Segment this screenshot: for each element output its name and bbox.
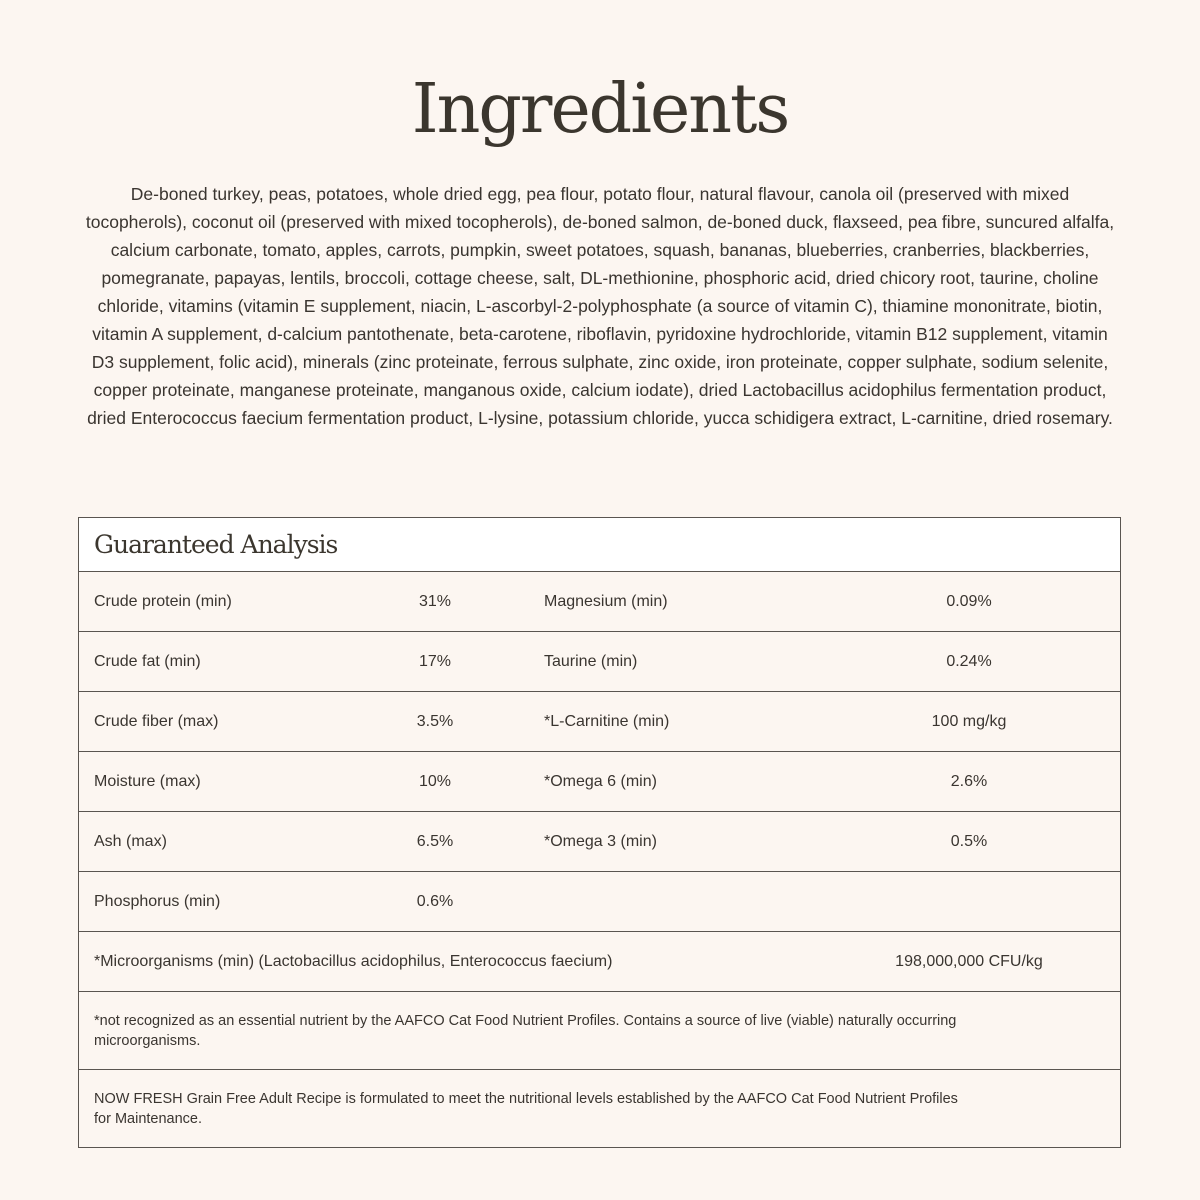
nutrient-label: Phosphorus (min) (94, 892, 221, 910)
nutrient-label: *Omega 6 (min) (544, 772, 657, 790)
table-row (79, 812, 1120, 872)
nutrient-label: Crude fiber (max) (94, 712, 219, 730)
nutrient-value: 6.5% (416, 832, 454, 850)
table-row (79, 572, 1120, 632)
nutrient-value: 31% (418, 592, 452, 610)
aafco-statement-text: NOW FRESH Grain Free Adult Recipe is formulated to meet the nutritional levels established by the AAFCO Cat Food Nutrient Profiles for Maintenance. (94, 1090, 958, 1127)
microorganisms-value: 198,000,000 CFU/kg (895, 952, 1043, 970)
nutrient-value: 0.5% (950, 832, 988, 850)
table-row (79, 632, 1120, 692)
microorganisms-row (79, 932, 1120, 992)
nutrient-label: Taurine (min) (544, 652, 638, 670)
nutrient-label: *L-Carnitine (min) (544, 712, 670, 730)
table-row (79, 752, 1120, 812)
nutrient-label: *Omega 3 (min) (544, 832, 657, 850)
nutrient-value: 10% (418, 772, 452, 790)
nutrient-label: Magnesium (min) (544, 592, 668, 610)
footnote (79, 992, 1120, 1070)
microorganisms-label: *Microorganisms (min) (Lactobacillus acidophilus, Enterococcus faecium) (94, 952, 613, 970)
aafco-statement (79, 1070, 1120, 1147)
nutrient-value: 0.24% (946, 652, 992, 670)
nutrient-value: 100 mg/kg (931, 712, 1007, 730)
nutrient-value: 2.6% (950, 772, 988, 790)
ingredients-list: De-boned turkey, peas, potatoes, whole dried egg, pea flour, potato flour, natural flavour, canola oil (preserved with mixed tocopherols), coconut oil (preserved with mixed tocopherols), de-boned salmon, de-boned duck, flaxseed, pea fibre, suncured alfalfa, calcium carbonate, tomato, apples, carrots, pumpkin, sweet potatoes, squash, bananas, blueberries, cranberries, blackberries, pomegranate, papayas, lentils, broccoli, cottage cheese, salt, DL-methionine, phosphoric acid, dried chicory root, taurine, choline chloride, vitamins (vitamin E supplement, niacin, L-ascorbyl-2-polyphosphate (a source of vitamin C), thiamine mononitrate, biotin, vitamin A supplement, d-calcium pantothenate, beta-carotene, riboflavin, pyridoxine hydrochloride, vitamin B12 supplement, vitamin D3 supplement, folic acid), minerals (zinc proteinate, ferrous sulphate, zinc oxide, iron proteinate, copper sulphate, sodium selenite, copper proteinate, manganese proteinate, manganous oxide, calcium iodate), dried Lactobacillus acidophilus fermentation product, dried Enterococcus faecium fermentation product, L-lysine, potassium chloride, yucca schidigera extract, L-carnitine, dried rosemary. (85, 184, 1115, 428)
table-row (79, 692, 1120, 752)
table-row (79, 872, 1120, 932)
nutrient-value: 0.6% (416, 892, 454, 910)
footnote-text: *not recognized as an essential nutrient by the AAFCO Cat Food Nutrient Profiles. Contains a source of live (viable) naturally occurring microorganisms. (94, 1012, 957, 1049)
nutrient-label: Moisture (max) (94, 772, 201, 790)
nutrient-label: Crude fat (min) (94, 652, 201, 670)
guaranteed-analysis-table (78, 517, 1121, 1148)
page-title: Ingredients (411, 70, 789, 149)
analysis-header (79, 518, 1120, 572)
nutrient-value: 17% (418, 652, 452, 670)
nutrient-value: 3.5% (416, 712, 454, 730)
nutrient-label: Ash (max) (94, 832, 167, 850)
analysis-title: Guaranteed Analysis (94, 530, 338, 559)
nutrient-label: Crude protein (min) (94, 592, 232, 610)
nutrient-value: 0.09% (946, 592, 992, 610)
